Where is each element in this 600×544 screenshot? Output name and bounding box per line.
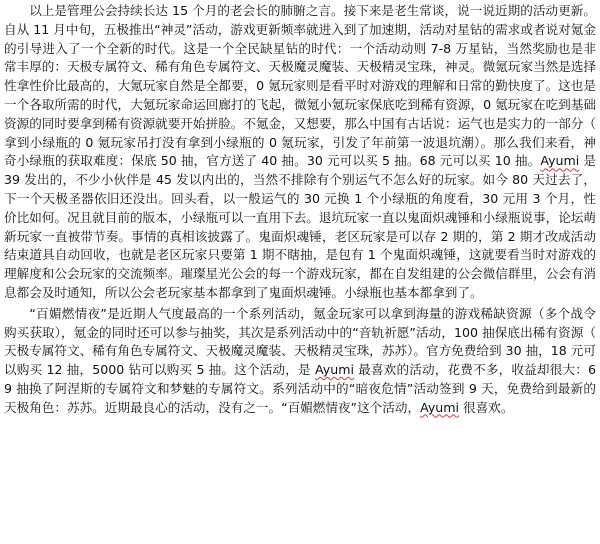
paragraph-2-text-a: “百媚燃情夜”是近期人气度最高的一个系列活动，氪金玩家可以拿到海量的游戏稀缺资源（多个战令购买获取），氪金的同时还可以参与抽奖，其次是系列活动中的“音轨祈愿”活动，100 抽保底出稀有资源（天极专属符文、稀有角色专属符文、天极魔灵魔装、天极精灵宝珠，苏苏）。官方免费给到 30 抽，18 元可以购买 12 抽，5000 钻可以购买 5 抽。这个活动，是 <box>4 305 596 378</box>
paragraph-1 <box>4 2 596 303</box>
paragraph-2-text-c: 很喜欢。 <box>459 399 514 415</box>
spellcheck-word-ayumi: Ayumi <box>315 362 354 378</box>
spellcheck-word-ayumi: Ayumi <box>420 399 460 415</box>
spellcheck-word-ayumi: Ayumi <box>540 153 580 169</box>
paragraph-1-text-a: 以上是管理公会持续长达 15 个月的老会长的肺腑之言。接下来是老生常谈，说一说近期的活动更新。自从 11 月中旬，五极推出“神灵”活动，游戏更新频率就进入到了加速期，活动对星钻的需求或者说对氪金的引导进入了一个全新的时代。这是一个全民缺星钻的时代：一个活动动则 7-8 万星钻，当然奖励也是非常丰厚的：天极专属符文、稀有角色专属符文、天极魔灵魔装、天极精灵宝珠，神灵。微氪玩家当然是选择性拿性价比最高的，大氪玩家自然是全都要，0 氪玩家则是看平时对游戏的理解和日常的勤快度了。这也是一个各取所需的时代，大氪玩家命运回廊打的飞起，微氪小氪玩家保底吃到稀有资源，0 氪玩家在吃到基础资源的同时要拿到稀有资源就要开始拼脸。不氪金，又想要，那么中国有古话说：运气也是实力的一部分（拿到小绿瓶的 0 氪玩家吊打没有拿到小绿瓶的 0 氪玩家，引发了年前第一波退坑潮）。那么我们来看，神奇小绿瓶的获取难度：保底 50 抽，官方送了 40 抽。30 元可以买 5 抽。68 元可以买 10 抽。 <box>4 3 596 169</box>
paragraph-2 <box>4 305 596 418</box>
paragraph-1-text-b: 是 39 发出的，不少小伙伴是 45 发以内出的，当然不排除有个别运气不怎么好的玩家。如今 80 天过去了，下一个天极圣器依旧还没出。回头看，以一般运气的 30 元换 1 个小绿瓶的角度看，30 元用 3 个月，性价比如何。况且就目前的版本，小绿瓶可以一直用下去。退坑玩家一直以鬼面炽魂锤和小绿瓶说事，论坛萌新玩家一直被带节奏。事情的真相该披露了。鬼面炽魂锤，老区玩家是可以存 2 期的，第 2 期才改成活动结束道具自动回收，也就是老区玩家只要第 1 期不瞎抽，是包有 1 个鬼面炽魂锤，这就要看当时对游戏的理解度和公会玩家的交流频率。璀璨星光公会的每一个游戏玩家，都在自发组建的公会微信群里，公会有消息都会及时通知，所以公会老玩家基本都拿到了鬼面炽魂锤。小绿瓶也基本都拿到了。 <box>4 153 597 300</box>
paragraph-2-text-b: 最喜欢的活动，花费不多，收益却很大：69 抽换了阿涅斯的专属符文和梦魅的专属符文。系列活动中的“暗夜危情”活动签到 9 天，免费给到最新的天极角色：苏苏。近期最良心的活动，没有之一。“百媚燃情夜”这个活动， <box>4 362 596 415</box>
